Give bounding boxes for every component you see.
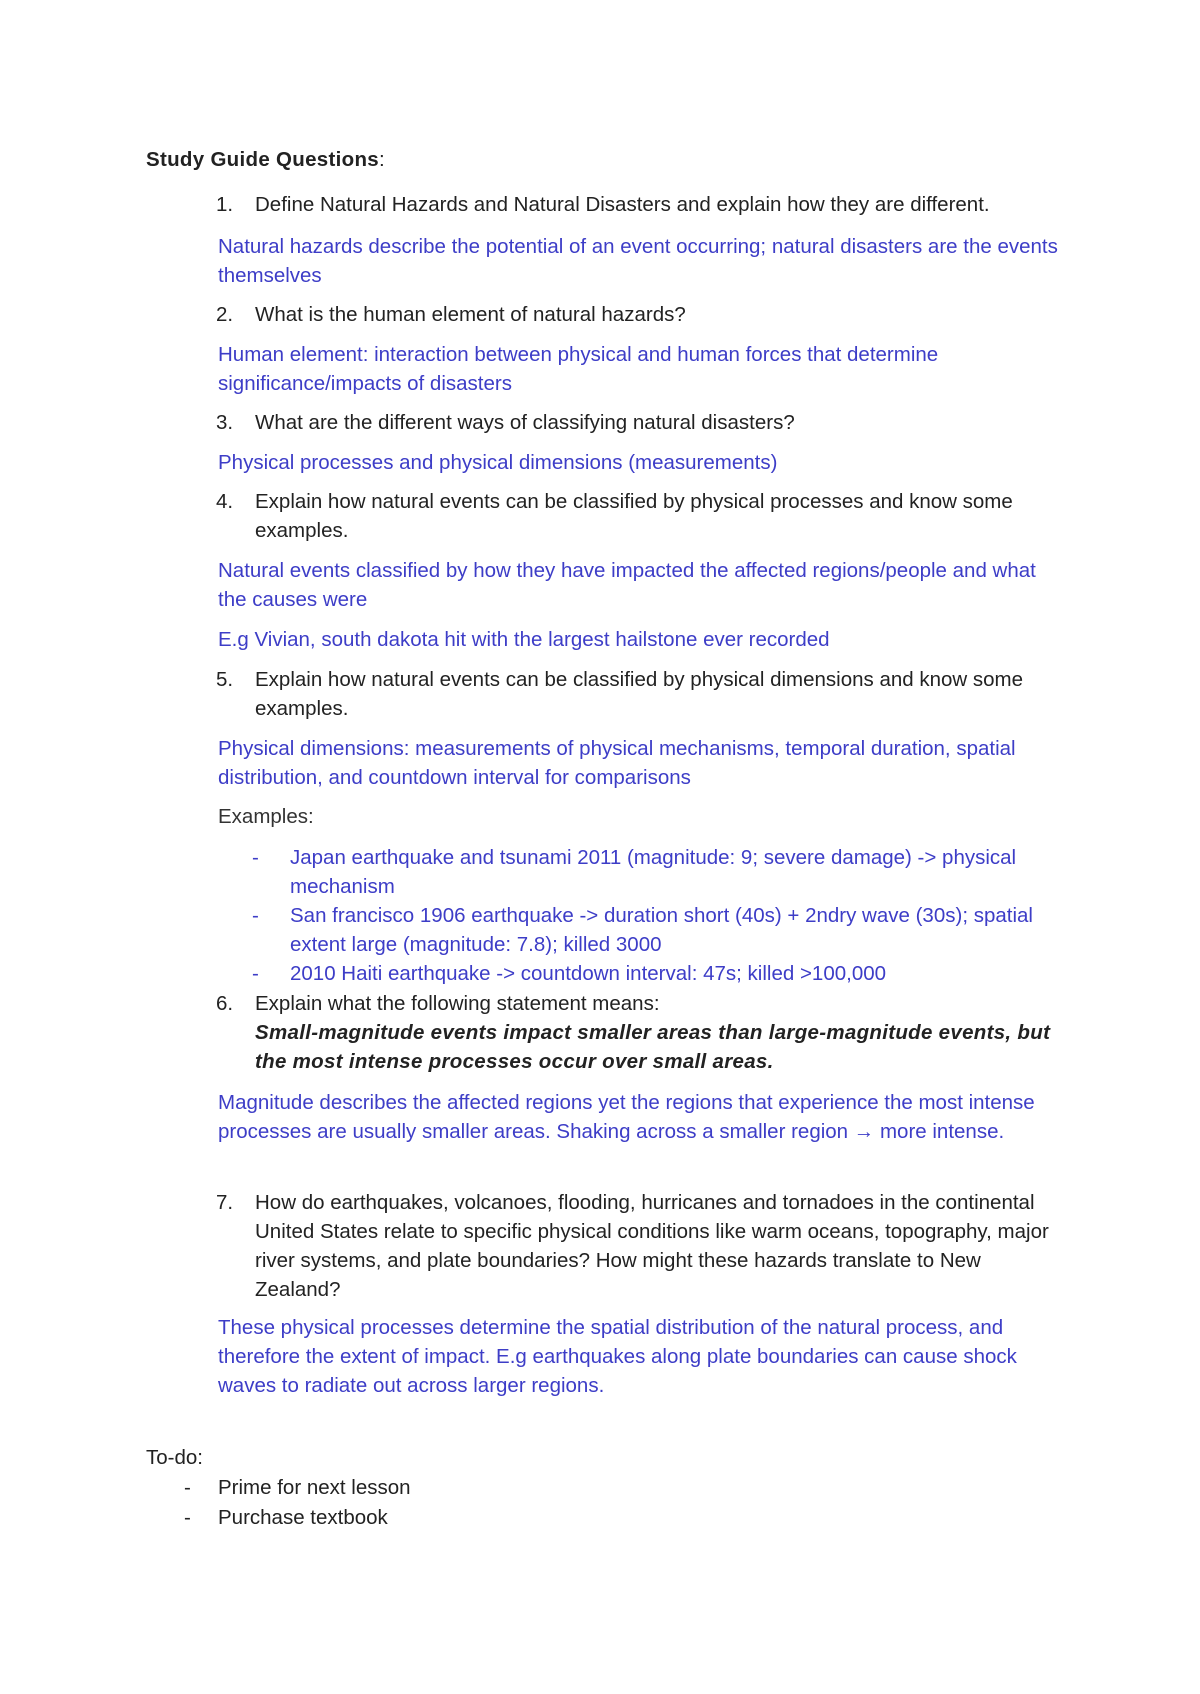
examples-label: Examples: [218,805,314,828]
todo-item: Purchase textbook [218,1506,388,1529]
todo-bullet: - [184,1506,191,1529]
answer-example-text: E.g Vivian, south dakota hit with the largest hailstone ever recorded [218,628,830,651]
question-number: 1. [216,193,234,216]
page-heading [146,145,385,174]
example-item: San francisco 1906 earthquake -> duration short (40s) + 2ndry wave (30s); spatial extent large (magnitude: 7.8); killed 3000 [290,904,1033,956]
question-text: What are the different ways of classifying natural disasters? [255,411,795,434]
question-text: Define Natural Hazards and Natural Disasters and explain how they are different. [255,193,990,216]
question-text: Explain what the following statement means: [255,992,660,1015]
answer-text: Human element: interaction between physical and human forces that determine significance/impacts of disasters [218,343,939,395]
question-text: What is the human element of natural hazards? [255,303,686,326]
answer-text: Natural hazards describe the potential of an event occurring; natural disasters are the events themselves [218,235,1058,287]
heading-text: Study Guide Questions [146,148,379,171]
question-number: 5. [216,668,234,691]
question-number: 6. [216,992,234,1015]
answer-text: Physical dimensions: measurements of physical mechanisms, temporal duration, spatial distribution, and countdown interval for comparisons [218,737,1016,789]
question-text: Explain how natural events can be classified by physical dimensions and know some examples. [255,668,1024,720]
question-text: How do earthquakes, volcanoes, flooding, hurricanes and tornadoes in the continental United States relate to specific physical conditions like warm oceans, topography, major river systems, and plate boundaries? How might these hazards translate to New Zealand? [255,1191,1049,1301]
question-number: 7. [216,1191,234,1214]
statement-text: Small-magnitude events impact smaller areas than large-magnitude events, but the most intense processes occur over small areas. [255,1021,1051,1073]
answer-text: Physical processes and physical dimensions (measurements) [218,451,778,474]
example-bullet: - [252,904,259,927]
todo-bullet: - [184,1476,191,1499]
answer-text: Natural events classified by how they have impacted the affected regions/people and what the causes were [218,559,1036,611]
answer-text: Magnitude describes the affected regions yet the regions that experience the most intense processes are usually smaller areas. Shaking across a smaller region → more intense. [218,1091,1035,1143]
heading-colon: : [378,148,385,171]
example-bullet: - [252,962,259,985]
answer-text: These physical processes determine the spatial distribution of the natural process, and therefore the extent of impact. E.g earthquakes along plate boundaries can cause shock waves to radiate out across larger regions. [218,1316,1017,1397]
todo-item: Prime for next lesson [218,1476,411,1499]
question-number: 4. [216,490,234,513]
example-item: Japan earthquake and tsunami 2011 (magnitude: 9; severe damage) -> physical mechanism [290,846,1017,898]
example-item: 2010 Haiti earthquake -> countdown interval: 47s; killed >100,000 [290,962,887,985]
question-number: 3. [216,411,234,434]
question-number: 2. [216,303,234,326]
question-text: Explain how natural events can be classified by physical processes and know some examples. [255,490,1013,542]
example-bullet: - [252,846,259,869]
todo-title: To-do: [146,1446,203,1469]
